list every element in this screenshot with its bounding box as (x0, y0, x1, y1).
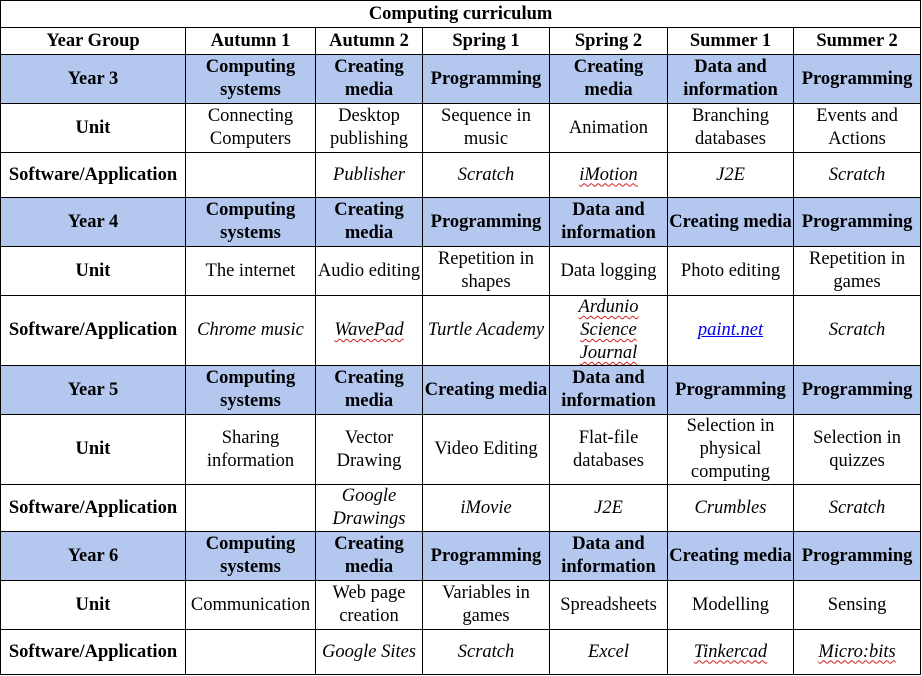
topic-cell: Creating media (316, 366, 423, 415)
unit-cell: Desktop publishing (316, 104, 423, 153)
unit-label: Unit (1, 415, 186, 485)
header-cell: Summer 2 (794, 28, 921, 55)
topic-cell: Creating media (550, 55, 668, 104)
unit-cell: Modelling (668, 581, 794, 630)
software-cell: J2E (550, 485, 668, 532)
topic-cell: Data and information (550, 366, 668, 415)
software-label: Software/Application (1, 296, 186, 366)
software-name: WavePad (334, 320, 404, 340)
topic-cell: Programming (423, 532, 550, 581)
software-cell (794, 630, 921, 675)
unit-row (1, 581, 921, 630)
unit-row (1, 104, 921, 153)
year-label: Year 4 (1, 198, 186, 247)
unit-cell: Flat-file databases (550, 415, 668, 485)
software-row (1, 485, 921, 532)
unit-cell: Sharing information (186, 415, 316, 485)
software-cell: Publisher (316, 153, 423, 198)
header-cell: Summer 1 (668, 28, 794, 55)
software-cell: Scratch (794, 296, 921, 366)
topic-cell: Creating media (316, 532, 423, 581)
software-cell (186, 485, 316, 532)
topic-cell: Programming (423, 198, 550, 247)
topic-cell: Creating media (668, 198, 794, 247)
unit-cell: Variables in games (423, 581, 550, 630)
topic-cell: Programming (794, 532, 921, 581)
topic-row (1, 532, 921, 581)
software-cell (186, 630, 316, 675)
header-cell: Autumn 2 (316, 28, 423, 55)
topic-cell: Creating media (423, 366, 550, 415)
year-label: Year 5 (1, 366, 186, 415)
software-label: Software/Application (1, 485, 186, 532)
unit-cell: Data logging (550, 247, 668, 296)
software-name: Micro:bits (818, 641, 896, 662)
software-cell: Google Sites (316, 630, 423, 675)
topic-row (1, 366, 921, 415)
topic-cell: Data and information (550, 198, 668, 247)
unit-cell: Audio editing (316, 247, 423, 296)
software-name: Ardunio Science Journal (578, 297, 639, 363)
unit-cell: Selection in physical computing (668, 415, 794, 485)
unit-cell: Repetition in games (794, 247, 921, 296)
software-label: Software/Application (1, 630, 186, 675)
topic-cell: Creating media (316, 55, 423, 104)
software-row (1, 296, 921, 366)
unit-row (1, 415, 921, 485)
unit-cell: Communication (186, 581, 316, 630)
software-cell: Crumbles (668, 485, 794, 532)
software-label: Software/Application (1, 153, 186, 198)
header-cell: Spring 2 (550, 28, 668, 55)
topic-cell: Data and information (668, 55, 794, 104)
software-cell: Google Drawings (316, 485, 423, 532)
header-cell: Autumn 1 (186, 28, 316, 55)
unit-cell: Video Editing (423, 415, 550, 485)
unit-cell: Photo editing (668, 247, 794, 296)
software-row (1, 630, 921, 675)
topic-cell: Creating media (316, 198, 423, 247)
software-cell (550, 296, 668, 366)
topic-cell: Programming (794, 55, 921, 104)
topic-cell: Creating media (668, 532, 794, 581)
header-row (1, 28, 921, 55)
software-cell: iMovie (423, 485, 550, 532)
header-cell: Year Group (1, 28, 186, 55)
unit-row (1, 247, 921, 296)
software-cell: J2E (668, 153, 794, 198)
software-cell: Excel (550, 630, 668, 675)
software-cell: Scratch (794, 485, 921, 532)
topic-cell: Programming (794, 198, 921, 247)
topic-row (1, 55, 921, 104)
unit-cell: Selection in quizzes (794, 415, 921, 485)
software-cell (316, 296, 423, 366)
software-cell[interactable] (668, 296, 794, 366)
software-cell: Scratch (423, 630, 550, 675)
unit-cell: Sequence in music (423, 104, 550, 153)
unit-cell: Repetition in shapes (423, 247, 550, 296)
unit-cell: Vector Drawing (316, 415, 423, 485)
unit-label: Unit (1, 581, 186, 630)
software-row (1, 153, 921, 198)
unit-cell: Spreadsheets (550, 581, 668, 630)
unit-cell: Events and Actions (794, 104, 921, 153)
unit-cell: Animation (550, 104, 668, 153)
topic-cell: Data and information (550, 532, 668, 581)
topic-cell: Computing systems (186, 55, 316, 104)
topic-cell: Programming (794, 366, 921, 415)
year-label: Year 6 (1, 532, 186, 581)
unit-label: Unit (1, 104, 186, 153)
software-cell: Turtle Academy (423, 296, 550, 366)
year-label: Year 3 (1, 55, 186, 104)
paint-net-link[interactable]: paint.net (697, 320, 764, 340)
topic-cell: Computing systems (186, 366, 316, 415)
table-title: Computing curriculum (1, 1, 921, 28)
topic-cell: Programming (668, 366, 794, 415)
software-cell (668, 630, 794, 675)
unit-cell: Web page creation (316, 581, 423, 630)
header-cell: Spring 1 (423, 28, 550, 55)
topic-row (1, 198, 921, 247)
unit-cell: The internet (186, 247, 316, 296)
software-cell (186, 153, 316, 198)
software-cell: Chrome music (186, 296, 316, 366)
software-cell: Scratch (794, 153, 921, 198)
software-cell: Scratch (423, 153, 550, 198)
topic-cell: Programming (423, 55, 550, 104)
software-cell (550, 153, 668, 198)
unit-cell: Branching databases (668, 104, 794, 153)
unit-cell: Connecting Computers (186, 104, 316, 153)
unit-cell: Sensing (794, 581, 921, 630)
software-name: Tinkercad (693, 641, 768, 662)
software-name: iMotion (579, 164, 638, 185)
topic-cell: Computing systems (186, 532, 316, 581)
topic-cell: Computing systems (186, 198, 316, 247)
unit-label: Unit (1, 247, 186, 296)
